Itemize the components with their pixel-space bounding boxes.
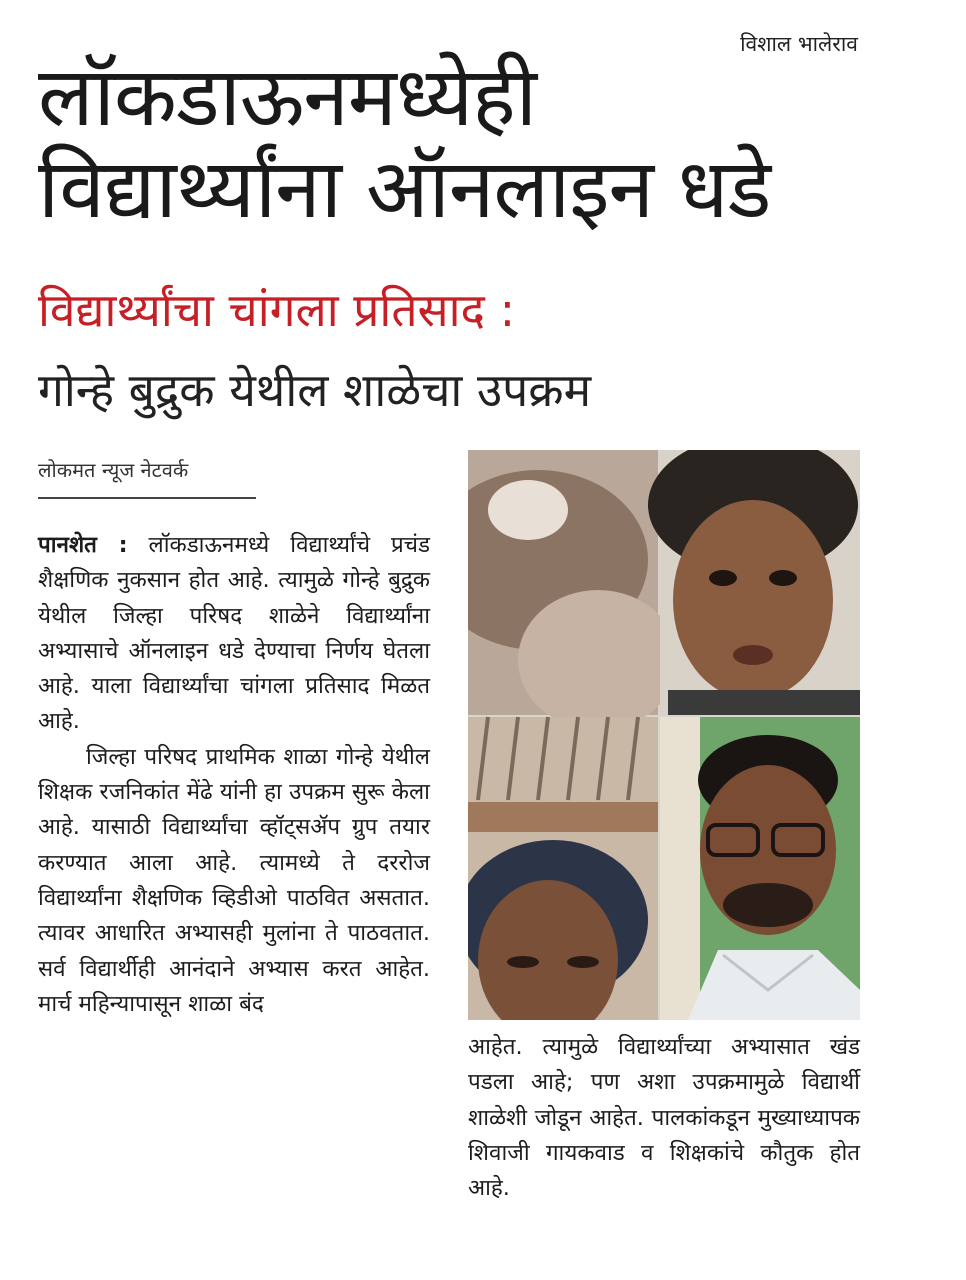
article-photo-collage [468, 450, 860, 1020]
dateline: पानशेत : [38, 532, 128, 558]
headline-line-1: लॉकडाऊनमध्येही [38, 50, 537, 145]
article-column-1 [38, 528, 430, 1022]
subheadline-red: विद्यार्थ्यांचा चांगला प्रतिसाद : [38, 283, 516, 337]
article-column-2 [468, 1030, 860, 1206]
article-paragraph-1 [38, 528, 430, 740]
subheadline-black: गोन्हे बुद्रुक येथील शाळेचा उपक्रम [38, 363, 592, 417]
agency-credit: लोकमत न्यूज नेटवर्क [38, 458, 189, 482]
photo-collage-image [468, 450, 860, 1020]
agency-divider [38, 497, 256, 499]
headline-line-2: विद्यार्थ्यांना ऑनलाइन धडे [38, 142, 771, 237]
byline: विशाल भालेराव [740, 32, 858, 56]
article-paragraph-3: आहेत. त्यामुळे विद्यार्थ्यांच्या अभ्यासात खंड पडला आहे; पण अशा उपक्रमामुळे विद्यार्थी शाळेशी जोडून आहेत. पालकांकडून मुख्याध्यापक शिवाजी गायकवाड व शिक्षकांचे कौतुक होत आहे. [468, 1034, 860, 1202]
paragraph-1-text: लॉकडाऊनमध्ये विद्यार्थ्यांचे प्रचंड शैक्षणिक नुकसान होत आहे. त्यामुळे गोन्हे बुद्रुक येथील जिल्हा परिषद शाळेने विद्यार्थ्यांना अभ्यासाचे ऑनलाइन धडे देण्याचा निर्णय घेतला आहे. याला विद्यार्थ्यांचा चांगला प्रतिसाद मिळत आहे. [38, 532, 430, 735]
article-paragraph-2: जिल्हा परिषद प्राथमिक शाळा गोन्हे येथील शिक्षक रजनिकांत मेंढे यांनी हा उपक्रम सुरू केला आहे. यासाठी विद्यार्थ्यांचा व्हॉट्सॲप ग्रुप तयार करण्यात आला आहे. त्यामध्ये ते दररोज विद्यार्थ्यांना शैक्षणिक व्हिडीओ पाठवित असतात. त्यावर आधारित अभ्यासही मुलांना ते पाठवतात. सर्व विद्यार्थीही आनंदाने अभ्यास करत आहेत. मार्च महिन्यापासून शाळा बंद [38, 743, 430, 1017]
headline [38, 52, 770, 236]
